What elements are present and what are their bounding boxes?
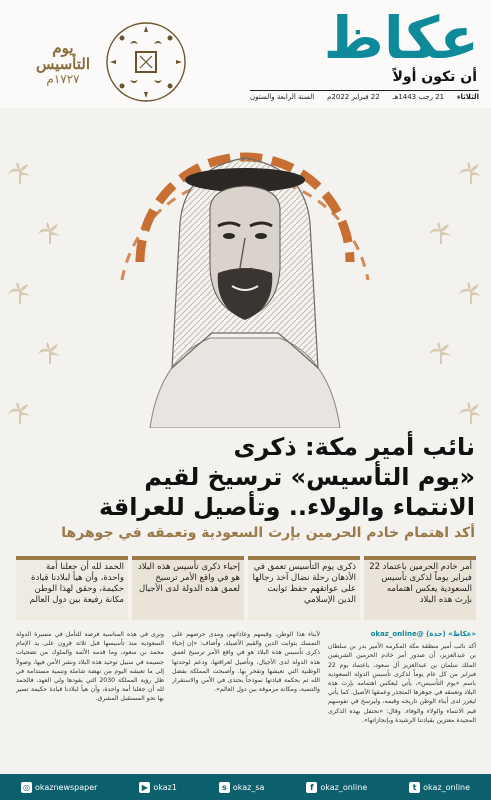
okaz-logo[interactable]: عكاظ <box>323 4 479 72</box>
founding-day-title: التأسيس <box>35 55 91 73</box>
social-handle: okaz1 <box>153 782 177 792</box>
article-column-text: لأبناء هذا الوطن، وقيمهم وعاداتهم، ومدى حرصهم على التمسك بثوابت الدين والقيم الأصيلة. وأضاف: «إن إحياء ذكرى تأسيس هذه البلاد هو في واقع الأمر ترسيخ لعمق هذه الدولة لدى الأجيال، وتأصيل لعراقتها، ودعم لوحدتها الوطنية التي نعيشها ونفخر بها. وأصبحت المملكة بفضل الله ثم بحكمة قيادتها نموذجاً يحتذى في الأمن والاستقرار والتنمية، ومكانة مرموقة بين دول العالم». <box>172 631 320 694</box>
headline-line-2: «يوم التأسيس» ترسيخ لقيم <box>144 463 475 491</box>
subheadline: أكد اهتمام خادم الحرمين بإرث السعودية وتعمقه في جوهرها <box>61 525 475 541</box>
article-column <box>172 630 320 770</box>
snapchat-icon: s <box>219 782 230 793</box>
founding-day-emblem-icon <box>104 20 188 104</box>
founding-day-mark <box>25 40 101 86</box>
founding-day-word: يوم <box>52 39 74 57</box>
prince-portrait-illustration <box>140 128 350 428</box>
highlight-box: أمر خادم الحرمين باعتماد 22 فبراير يوماً لذكرى تأسيس السعودية يعكس اهتمامه بإرث هذه البلاد <box>364 556 476 620</box>
social-facebook[interactable] <box>306 782 367 793</box>
instagram-icon: ◎ <box>21 782 32 793</box>
dateline-hijri: 21 رجب 1443هـ <box>392 93 445 101</box>
highlight-box: إحياء ذكرى تأسيس هذه البلاد هو في واقع الأمر ترسيخ لعمق هذه الدولة لدى الأجيال <box>132 556 244 620</box>
founding-day-year: ١٧٢٧م <box>46 72 80 86</box>
social-snapchat[interactable] <box>219 782 265 793</box>
headline-line-3: الانتماء والولاء.. وتأصيل للعراقة <box>98 493 475 521</box>
article-column <box>328 630 476 770</box>
social-handle: okaznewspaper <box>34 782 98 792</box>
dateline-gregorian: 22 فبراير 2022م <box>327 93 380 101</box>
headline-line-1: نائب أمير مكة: ذكرى <box>233 433 475 461</box>
article-column-text: أكد نائب أمير منطقة مكة المكرمة الأمير بدر بن سلطان بن عبدالعزيز، أن صدور أمر خادم الحرمين الشريفين الملك سلمان بن عبدالعزيز آل سعود، باعتماد يوم 22 فبراير من كل عام يوماً لذكرى تأسيس الدولة السعودية باسم «يوم التأسيس»، يأتي ليعكس اهتمامه بإرث هذه البلاد وتعمقه في جوهرها المتجذر وعمقها الأصيل. كما يأتي ليعزز لدى أبناء الوطن تاريخه وقيمه، وليرسخ في نفوسهم قيم الانتماء والولاء والوفاء. وقال: «نحتفل بهذه الذكرى المجيدة معتزين بقيادتنا الرشيدة وبإنجازاتها». <box>328 643 476 724</box>
dateline <box>250 90 479 103</box>
masthead <box>0 0 491 108</box>
social-twitter[interactable] <box>409 782 470 793</box>
twitter-icon: t <box>409 782 420 793</box>
dateline-issue: السنة الرابعة والستون <box>250 93 315 101</box>
facebook-icon: f <box>306 782 317 793</box>
social-handle: okaz_sa <box>232 782 265 792</box>
social-handle: okaz_online <box>320 782 368 792</box>
social-handle: okaz_online <box>423 782 471 792</box>
social-footer <box>0 774 491 800</box>
highlight-boxes <box>16 556 476 624</box>
youtube-icon: ▶ <box>139 782 150 793</box>
highlight-box: ذكرى يوم التأسيس تعمق في الأذهان رحلة نضال آخذ رجالها على عواتقهم حفظ ثوابت الدين الإسلامي <box>248 556 360 620</box>
article-column <box>16 630 164 770</box>
dateline-day: الثلاثاء <box>456 93 479 101</box>
highlight-box: الحمد لله أن جعلنا أمة واحدة، وأن هيأ لبلادنا قيادة حكيمة، وحقق لهذا الوطن مكانة رفيعة بين دول العالم <box>16 556 128 620</box>
byline: «عكاظ» (جدة) @okaz_online <box>370 630 476 638</box>
social-instagram[interactable] <box>21 782 97 793</box>
headline[interactable] <box>15 432 475 522</box>
social-youtube[interactable] <box>139 782 177 793</box>
article-column-text: ونرى في هذه المناسبة فرصة للتأمل في مسيرة الدولة السعودية منذ تأسيسها قبل ثلاثة قرون على يد الإمام محمد بن سعود، وما قدمه الأئمة والملوك من تضحيات جسيمة في سبيل توحيد هذه البلاد ونشر الأمن فيها، وصولاً إلى ما تعيشه اليوم من نهضة شاملة وتنمية مستدامة في ظل رؤية المملكة 2030 التي يقودها ولي العهد. فالحمد لله أن جعلنا أمة واحدة، وأن هيأ لبلادنا قيادة حكيمة تسير بها نحو المستقبل المشرق. <box>16 631 164 703</box>
article-body <box>16 630 476 770</box>
slogan: أن تكون أولاً <box>392 69 477 85</box>
